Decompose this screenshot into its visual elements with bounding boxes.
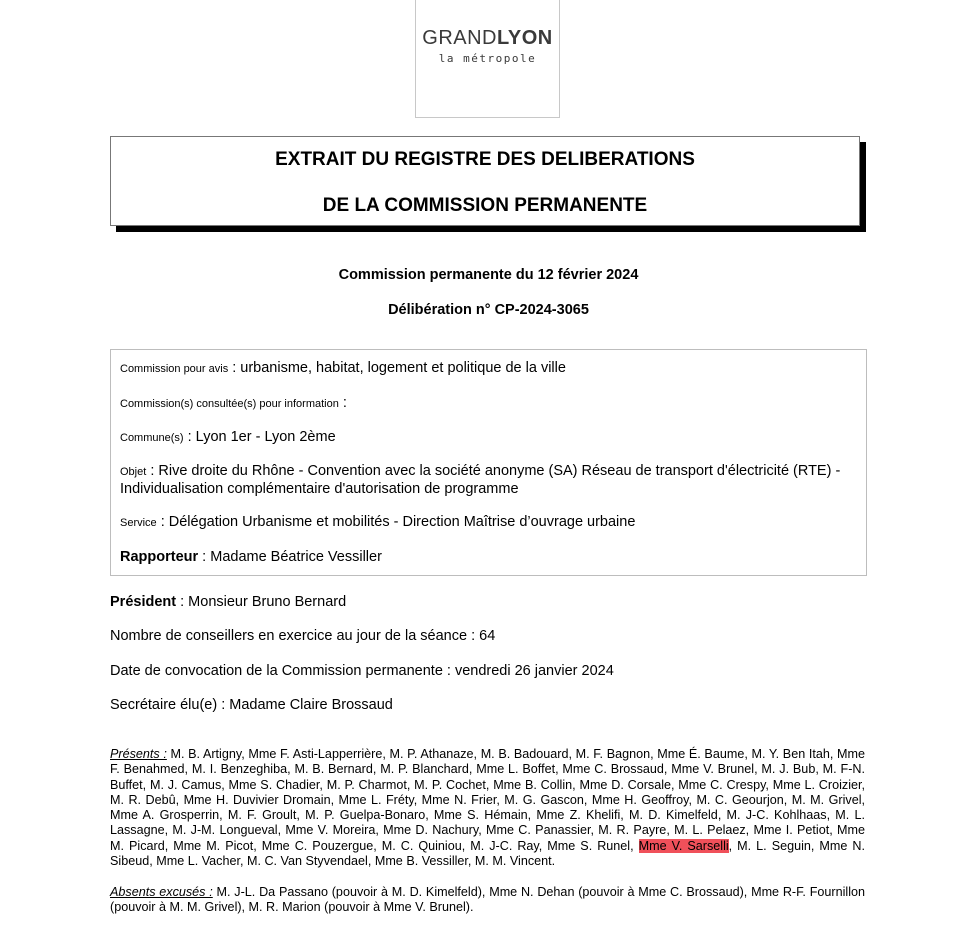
commission-avis-row xyxy=(120,360,858,378)
president-line xyxy=(110,594,867,610)
commission-avis-label: Commission pour avis xyxy=(120,363,229,375)
commissions-consultees-value: : xyxy=(338,395,347,411)
highlighted-name: Mme V. Sarselli xyxy=(638,838,729,853)
service-label: Service xyxy=(120,517,157,529)
presents-list-part2: , M. L. Seguin, Mme N. Sibeud, Mme L. Vacher, M. C. Van Styvendael, Mme B. Vessiller, M. M. Vincent. xyxy=(110,838,865,869)
rapporteur-value: : Madame Béatrice Vessiller xyxy=(198,549,382,565)
document-title-line2: DE LA COMMISSION PERMANENTE xyxy=(322,195,648,216)
rapporteur-row xyxy=(120,549,858,566)
commissions-consultees-label: Commission(s) consultée(s) pour information xyxy=(120,398,339,410)
objet-label: Objet xyxy=(120,466,147,478)
grand-lyon-logo xyxy=(415,0,560,118)
president-label: Président xyxy=(110,594,177,610)
communes-label: Commune(s) xyxy=(120,432,184,444)
secretaire-line: Secrétaire élu(e) : Madame Claire Brossaud xyxy=(110,697,393,713)
absents-label: Absents excusés : xyxy=(110,885,213,899)
logo-lyon-text: LYON xyxy=(497,27,553,49)
deliberation-number: Délibération n° CP-2024-3065 xyxy=(388,302,589,318)
presents-paragraph xyxy=(110,747,865,869)
president-value: : Monsieur Bruno Bernard xyxy=(176,594,347,610)
nombre-conseillers-line: Nombre de conseillers en exercice au jour de la séance : 64 xyxy=(110,628,496,644)
logo-wordmark xyxy=(416,27,559,50)
document-title-box xyxy=(110,136,860,226)
document-title-line1: EXTRAIT DU REGISTRE DES DELIBERATIONS xyxy=(275,149,695,170)
deliberation-info-box xyxy=(110,349,867,576)
absents-list: M. J-L. Da Passano (pouvoir à M. D. Kimelfeld), Mme N. Dehan (pouvoir à Mme C. Brossaud), Mme R-F. Fournillon (pouvoir à M. M. Grivel), M. R. Marion (pouvoir à Mme V. Brunel). xyxy=(110,885,866,915)
presents-label: Présents : xyxy=(110,747,167,761)
communes-row xyxy=(120,429,858,447)
meeting-heading: Commission permanente du 12 février 2024 xyxy=(338,267,639,283)
commissions-consultees-row xyxy=(120,395,858,413)
service-value: : Délégation Urbanisme et mobilités - Direction Maîtrise d’ouvrage urbaine xyxy=(156,514,636,530)
objet-value: : Rive droite du Rhône - Convention avec la société anonyme (SA) Réseau de transport d'électricité (RTE) - Individualisation complémentaire d'autorisation de programme xyxy=(120,463,841,497)
logo-grand-text: GRAND xyxy=(422,27,497,49)
objet-row xyxy=(120,463,858,498)
rapporteur-label: Rapporteur xyxy=(120,549,199,565)
commission-avis-value: : urbanisme, habitat, logement et politique de la ville xyxy=(228,360,566,376)
communes-value: : Lyon 1er - Lyon 2ème xyxy=(183,429,336,445)
logo-tagline: la métropole xyxy=(438,52,537,65)
presents-list-part1: M. B. Artigny, Mme F. Asti-Lapperrière, M. P. Athanaze, M. B. Badouard, M. F. Bagnon, Mme É. Baume, M. Y. Ben Itah, Mme F. Benahmed, M. I. Benzeghiba, M. B. Bernard, M. P. Blanchard, Mme L. Boffet, Mme C. Brossaud, Mme V. Brunel, M. J. Bub, M. F-N. Buffet, M. J. Camus, Mme S. Chadier, M. P. Charmot, M. P. Cochet, Mme B. Collin, Mme D. Corsale, Mme C. Crespy, Mme L. Croizier, M. R. Debû, Mme H. Duvivier Dromain, Mme L. Fréty, Mme N. Frier, M. G. Gascon, Mme H. Geoffroy, M. C. Geourjon, M. M. Grivel, Mme A. Grosperrin, M. F. Groult, M. P. Guelpa-Bonaro, Mme S. Hémain, Mme Z. Khelifi, M. D. Kimelfeld, M. J-C. Kohlhaas, M. L. Lassagne, M. J-M. Longueval, Mme V. Moreira, Mme D. Nachury, Mme C. Panassier, M. R. Payre, M. L. Pelaez, Mme I. Petiot, Mme M. Picard, Mme M. Picot, Mme C. Pouzergue, M. C. Quiniou, M. J-C. Ray, Mme S. Runel, xyxy=(110,747,865,853)
service-row xyxy=(120,514,858,532)
absents-paragraph xyxy=(110,885,865,916)
date-convocation-line: Date de convocation de la Commission permanente : vendredi 26 janvier 2024 xyxy=(110,663,614,679)
